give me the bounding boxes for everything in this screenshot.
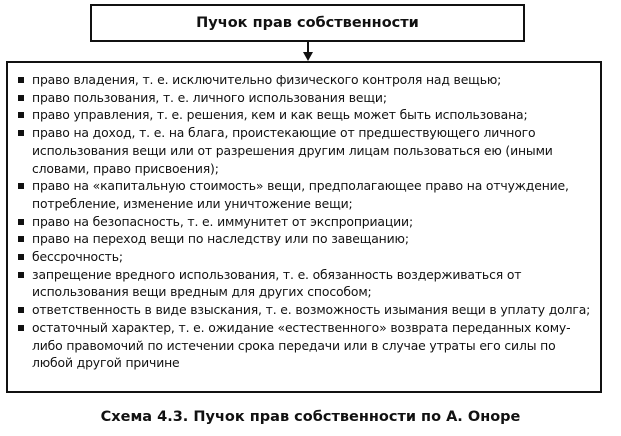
down-arrow-icon: [303, 52, 313, 61]
bullet-icon: [18, 77, 24, 83]
rights-list-box: [6, 61, 602, 393]
list-item-text: остаточный характер, т. е. ожидание «естественного» возврата переданных кому-либо правомочий по истечении срока передачи или в случае утраты его силы по любой другой причине: [32, 319, 571, 371]
bullet-icon: [18, 272, 24, 278]
list-item: [18, 89, 594, 107]
list-item-text: бессрочность;: [32, 249, 123, 265]
list-item: [18, 301, 594, 319]
list-item-text: право на «капитальную стоимость» вещи, предполагающее право на отчуждение, потребление, изменение или уничтожение вещи;: [32, 178, 569, 211]
bullet-icon: [18, 236, 24, 242]
bullet-icon: [18, 254, 24, 260]
list-item: [18, 248, 594, 266]
list-item-text: право на переход вещи по наследству или по завещанию;: [32, 231, 409, 247]
bullet-icon: [18, 183, 24, 189]
list-item: [18, 266, 594, 301]
list-item-text: право на доход, т. е. на блага, проистекающие от предшествующего личного использования вещи или от разрешения другим лицам пользоваться ею (иными словами, право присвоения);: [32, 125, 553, 176]
list-item-text: право пользования, т. е. личного использования вещи;: [32, 89, 387, 105]
scheme-title-box: [90, 4, 525, 42]
list-item: [18, 124, 594, 177]
list-item-text: запрещение вредного использования, т. е. обязанность воздерживаться от использования вещи вредным для других способом;: [32, 266, 522, 300]
bullet-icon: [18, 130, 24, 136]
list-item: [18, 71, 594, 89]
list-item-text: ответственность в виде взыскания, т. е. возможность изымания вещи в уплату долга;: [32, 302, 591, 318]
scheme-caption: Схема 4.3. Пучок прав собственности по А. Оноре: [100, 409, 521, 425]
scheme-title: Пучок прав собственности: [196, 15, 419, 31]
list-item: [18, 319, 594, 372]
rights-list: [18, 71, 594, 372]
list-item: [18, 213, 594, 231]
list-item: [18, 230, 594, 248]
bullet-icon: [18, 95, 24, 101]
bullet-icon: [18, 325, 24, 331]
list-item-text: право управления, т. е. решения, кем и как вещь может быть использована;: [32, 107, 528, 123]
bullet-icon: [18, 112, 24, 118]
list-item-text: право владения, т. е. исключительно физического контроля над вещью;: [32, 72, 502, 87]
list-item: [18, 106, 594, 124]
list-item: [18, 177, 594, 212]
list-item-text: право на безопасность, т. е. иммунитет от экспроприации;: [32, 213, 413, 229]
bullet-icon: [18, 307, 24, 313]
bullet-icon: [18, 219, 24, 225]
